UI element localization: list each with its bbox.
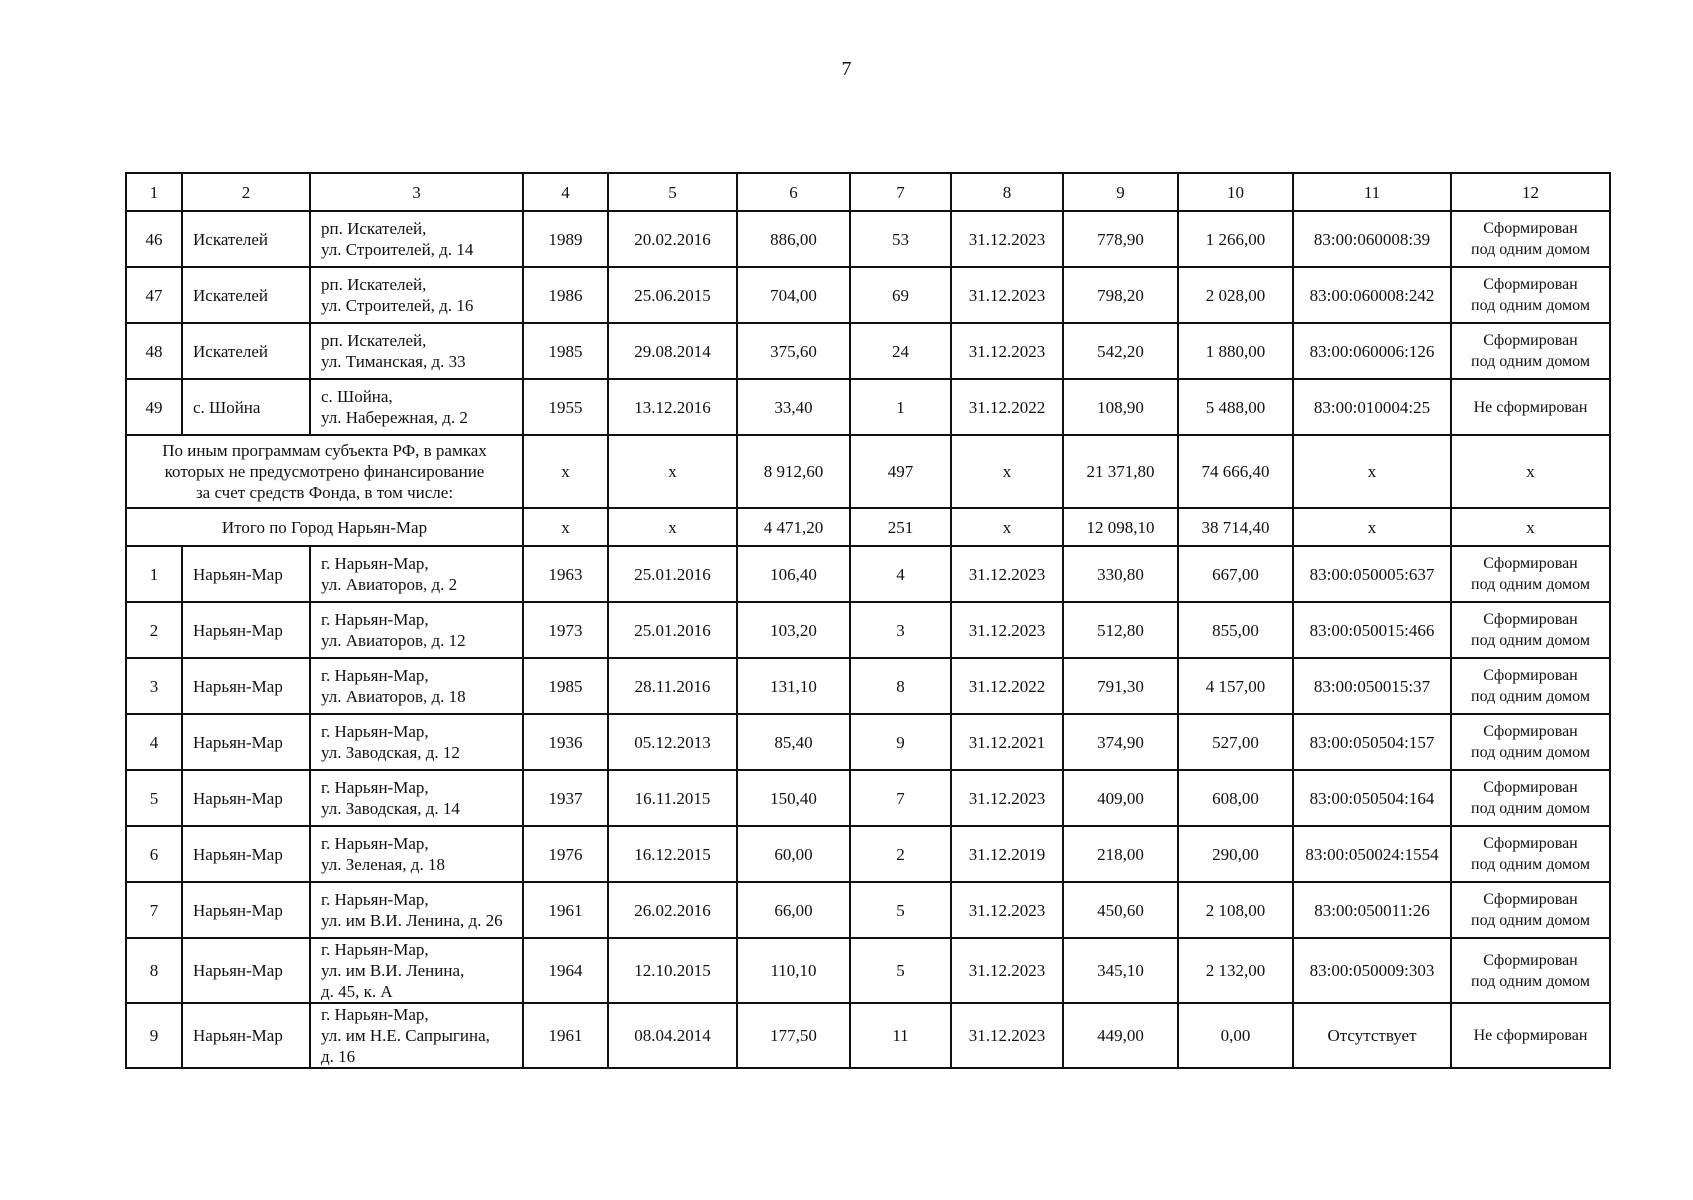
row-number: 47 — [126, 267, 182, 323]
area-total: 450,60 — [1063, 882, 1178, 938]
summary-cell: 4 471,20 — [737, 508, 850, 546]
header-cell: 8 — [951, 173, 1063, 211]
locality: Искателей — [182, 267, 310, 323]
table-row — [126, 267, 1610, 323]
recognition-date: 20.02.2016 — [608, 211, 737, 267]
summary-cell: 8 912,60 — [737, 435, 850, 508]
cadastral-number: 83:00:060008:39 — [1293, 211, 1451, 267]
address — [310, 826, 523, 882]
summary-row-city-total — [126, 508, 1610, 546]
area-value: 60,00 — [737, 826, 850, 882]
area-value: 103,20 — [737, 602, 850, 658]
table-row — [126, 882, 1610, 938]
address-line: г. Нарьян-Мар, — [321, 610, 429, 629]
summary-cell: x — [1293, 508, 1451, 546]
recognition-date: 29.08.2014 — [608, 323, 737, 379]
summary-label — [126, 435, 523, 508]
locality: Нарьян-Мар — [182, 546, 310, 602]
row-number: 4 — [126, 714, 182, 770]
residents-count: 69 — [850, 267, 951, 323]
area-value: 177,50 — [737, 1003, 850, 1068]
address-line: г. Нарьян-Мар, — [321, 722, 429, 741]
summary-cell: 12 098,10 — [1063, 508, 1178, 546]
deadline-date: 31.12.2022 — [951, 379, 1063, 435]
land-area: 0,00 — [1178, 1003, 1293, 1068]
status-line: под одним домом — [1471, 744, 1590, 761]
status-line: под одним домом — [1471, 353, 1590, 370]
address-line: г. Нарьян-Мар, — [321, 778, 429, 797]
deadline-date: 31.12.2023 — [951, 267, 1063, 323]
locality: Нарьян-Мар — [182, 882, 310, 938]
area-total: 374,90 — [1063, 714, 1178, 770]
year-built: 1961 — [523, 882, 608, 938]
table-row — [126, 211, 1610, 267]
address-line: ул. Строителей, д. 16 — [321, 296, 474, 315]
area-value: 886,00 — [737, 211, 850, 267]
table-row — [126, 714, 1610, 770]
area-value: 131,10 — [737, 658, 850, 714]
land-area: 4 157,00 — [1178, 658, 1293, 714]
address-line: ул. Авиаторов, д. 18 — [321, 687, 466, 706]
header-cell: 5 — [608, 173, 737, 211]
address-line: г. Нарьян-Мар, — [321, 890, 429, 909]
row-number: 49 — [126, 379, 182, 435]
area-value: 110,10 — [737, 938, 850, 1003]
area-total: 330,80 — [1063, 546, 1178, 602]
year-built: 1937 — [523, 770, 608, 826]
address-line: ул. им В.И. Ленина, — [321, 961, 465, 980]
summary-cell: x — [1451, 508, 1610, 546]
recognition-date: 05.12.2013 — [608, 714, 737, 770]
address-line: рп. Искателей, — [321, 331, 427, 350]
status-line: Сформирован — [1483, 220, 1578, 237]
summary-cell: x — [523, 435, 608, 508]
locality: Нарьян-Мар — [182, 658, 310, 714]
housing-table — [125, 172, 1611, 1069]
locality: Нарьян-Мар — [182, 826, 310, 882]
address-line: ул. им В.И. Ленина, д. 26 — [321, 911, 503, 930]
address-line: г. Нарьян-Мар, — [321, 940, 429, 959]
area-total: 108,90 — [1063, 379, 1178, 435]
status-line: под одним домом — [1471, 972, 1590, 990]
row-number: 5 — [126, 770, 182, 826]
address-line: ул. Заводская, д. 12 — [321, 743, 460, 762]
table-row — [126, 323, 1610, 379]
status-line: под одним домом — [1471, 297, 1590, 314]
summary-cell: x — [523, 508, 608, 546]
table-row — [126, 826, 1610, 882]
plot-status — [1451, 714, 1610, 770]
land-area: 667,00 — [1178, 546, 1293, 602]
residents-count: 8 — [850, 658, 951, 714]
row-number: 2 — [126, 602, 182, 658]
land-area: 1 880,00 — [1178, 323, 1293, 379]
status-line: Сформирован — [1483, 723, 1578, 740]
area-value: 704,00 — [737, 267, 850, 323]
area-value: 106,40 — [737, 546, 850, 602]
residents-count: 5 — [850, 882, 951, 938]
plot-status — [1451, 938, 1610, 1003]
table-row — [126, 379, 1610, 435]
address-line: г. Нарьян-Мар, — [321, 666, 429, 685]
header-cell: 11 — [1293, 173, 1451, 211]
summary-cell: 74 666,40 — [1178, 435, 1293, 508]
area-value: 85,40 — [737, 714, 850, 770]
recognition-date: 26.02.2016 — [608, 882, 737, 938]
header-cell: 2 — [182, 173, 310, 211]
year-built: 1986 — [523, 267, 608, 323]
address — [310, 1003, 523, 1068]
cadastral-number: 83:00:050024:1554 — [1293, 826, 1451, 882]
address-line: рп. Искателей, — [321, 219, 427, 238]
header-cell: 10 — [1178, 173, 1293, 211]
year-built: 1955 — [523, 379, 608, 435]
deadline-date: 31.12.2019 — [951, 826, 1063, 882]
land-area: 2 108,00 — [1178, 882, 1293, 938]
cadastral-number: Отсутствует — [1293, 1003, 1451, 1068]
residents-count: 7 — [850, 770, 951, 826]
land-area: 5 488,00 — [1178, 379, 1293, 435]
status-line: под одним домом — [1471, 912, 1590, 929]
plot-status — [1451, 1003, 1610, 1068]
address-line: д. 45, к. А — [321, 982, 393, 1001]
locality: Нарьян-Мар — [182, 938, 310, 1003]
header-cell: 4 — [523, 173, 608, 211]
summary-cell: x — [951, 435, 1063, 508]
residents-count: 11 — [850, 1003, 951, 1068]
plot-status — [1451, 882, 1610, 938]
table-row — [126, 1003, 1610, 1068]
summary-label-line: По иным программам субъекта РФ, в рамках — [162, 441, 487, 460]
deadline-date: 31.12.2023 — [951, 1003, 1063, 1068]
table-row — [126, 602, 1610, 658]
address — [310, 938, 523, 1003]
summary-cell: x — [1293, 435, 1451, 508]
year-built: 1973 — [523, 602, 608, 658]
page-number: 7 — [841, 58, 852, 80]
plot-status — [1451, 211, 1610, 267]
land-area: 290,00 — [1178, 826, 1293, 882]
deadline-date: 31.12.2023 — [951, 938, 1063, 1003]
row-number: 1 — [126, 546, 182, 602]
row-number: 3 — [126, 658, 182, 714]
address-line: ул. Тиманская, д. 33 — [321, 352, 466, 371]
deadline-date: 31.12.2023 — [951, 546, 1063, 602]
cadastral-number: 83:00:060006:126 — [1293, 323, 1451, 379]
row-number: 8 — [126, 938, 182, 1003]
address-line: ул. Набережная, д. 2 — [321, 408, 468, 427]
header-row — [126, 173, 1610, 211]
summary-cell: x — [608, 508, 737, 546]
status-line: Сформирован — [1483, 835, 1578, 852]
residents-count: 3 — [850, 602, 951, 658]
plot-status — [1451, 658, 1610, 714]
recognition-date: 28.11.2016 — [608, 658, 737, 714]
year-built: 1985 — [523, 658, 608, 714]
row-number: 48 — [126, 323, 182, 379]
plot-status — [1451, 546, 1610, 602]
recognition-date: 12.10.2015 — [608, 938, 737, 1003]
address-line: ул. Авиаторов, д. 2 — [321, 575, 458, 594]
residents-count: 53 — [850, 211, 951, 267]
address-line: ул. Заводская, д. 14 — [321, 799, 460, 818]
row-number: 46 — [126, 211, 182, 267]
area-total: 512,80 — [1063, 602, 1178, 658]
status-line: под одним домом — [1471, 856, 1590, 873]
recognition-date: 25.06.2015 — [608, 267, 737, 323]
area-value: 150,40 — [737, 770, 850, 826]
header-cell: 6 — [737, 173, 850, 211]
year-built: 1936 — [523, 714, 608, 770]
address — [310, 714, 523, 770]
cadastral-number: 83:00:050009:303 — [1293, 938, 1451, 1003]
cadastral-number: 83:00:010004:25 — [1293, 379, 1451, 435]
area-total: 791,30 — [1063, 658, 1178, 714]
deadline-date: 31.12.2021 — [951, 714, 1063, 770]
land-area: 608,00 — [1178, 770, 1293, 826]
summary-cell: 21 371,80 — [1063, 435, 1178, 508]
cadastral-number: 83:00:050504:157 — [1293, 714, 1451, 770]
area-total: 542,20 — [1063, 323, 1178, 379]
address-line: ул. Строителей, д. 14 — [321, 240, 474, 259]
residents-count: 4 — [850, 546, 951, 602]
plot-status — [1451, 826, 1610, 882]
status-line: Сформирован — [1483, 667, 1578, 684]
address — [310, 770, 523, 826]
summary-cell: x — [608, 435, 737, 508]
address-line: ул. Зеленая, д. 18 — [321, 855, 445, 874]
land-area: 527,00 — [1178, 714, 1293, 770]
summary-label-line: за счет средств Фонда, в том числе: — [195, 483, 454, 502]
summary-cell: 251 — [850, 508, 951, 546]
summary-cell: 497 — [850, 435, 951, 508]
address-line: ул. Авиаторов, д. 12 — [321, 631, 466, 650]
status-line: Сформирован — [1483, 332, 1578, 349]
status-line: под одним домом — [1471, 576, 1590, 593]
header-cell: 9 — [1063, 173, 1178, 211]
land-area: 855,00 — [1178, 602, 1293, 658]
address-line: г. Нарьян-Мар, — [321, 1005, 429, 1024]
deadline-date: 31.12.2023 — [951, 882, 1063, 938]
area-value: 66,00 — [737, 882, 850, 938]
status-line: Сформирован — [1483, 555, 1578, 572]
locality: Искателей — [182, 323, 310, 379]
summary-label-line: которых не предусмотрено финансирование — [164, 462, 485, 481]
summary-label: Итого по Город Нарьян-Мар — [126, 508, 523, 546]
header-cell: 12 — [1451, 173, 1610, 211]
year-built: 1976 — [523, 826, 608, 882]
status-line: Не сформирован — [1473, 1027, 1588, 1044]
recognition-date: 25.01.2016 — [608, 602, 737, 658]
address — [310, 323, 523, 379]
plot-status — [1451, 602, 1610, 658]
land-area: 1 266,00 — [1178, 211, 1293, 267]
deadline-date: 31.12.2023 — [951, 323, 1063, 379]
plot-status — [1451, 379, 1610, 435]
status-line: под одним домом — [1471, 241, 1590, 258]
land-area: 2 028,00 — [1178, 267, 1293, 323]
year-built: 1964 — [523, 938, 608, 1003]
address-line: ул. им Н.Е. Сапрыгина, — [321, 1026, 490, 1045]
table-row — [126, 546, 1610, 602]
address-line: с. Шойна, — [321, 387, 393, 406]
address — [310, 267, 523, 323]
cadastral-number: 83:00:050504:164 — [1293, 770, 1451, 826]
cadastral-number: 83:00:050015:466 — [1293, 602, 1451, 658]
row-number: 7 — [126, 882, 182, 938]
residents-count: 5 — [850, 938, 951, 1003]
status-line: под одним домом — [1471, 688, 1590, 705]
address-line: г. Нарьян-Мар, — [321, 554, 429, 573]
address — [310, 658, 523, 714]
deadline-date: 31.12.2023 — [951, 211, 1063, 267]
year-built: 1961 — [523, 1003, 608, 1068]
address-line: д. 16 — [321, 1047, 356, 1066]
deadline-date: 31.12.2022 — [951, 658, 1063, 714]
cadastral-number: 83:00:050005:637 — [1293, 546, 1451, 602]
status-line: Сформирован — [1483, 891, 1578, 908]
residents-count: 24 — [850, 323, 951, 379]
recognition-date: 16.11.2015 — [608, 770, 737, 826]
recognition-date: 08.04.2014 — [608, 1003, 737, 1068]
locality: с. Шойна — [182, 379, 310, 435]
year-built: 1985 — [523, 323, 608, 379]
area-total: 345,10 — [1063, 938, 1178, 1003]
plot-status — [1451, 770, 1610, 826]
address-line: рп. Искателей, — [321, 275, 427, 294]
area-total: 218,00 — [1063, 826, 1178, 882]
table-row — [126, 770, 1610, 826]
area-total: 449,00 — [1063, 1003, 1178, 1068]
cadastral-number: 83:00:050011:26 — [1293, 882, 1451, 938]
row-number: 6 — [126, 826, 182, 882]
address — [310, 546, 523, 602]
header-cell: 7 — [850, 173, 951, 211]
locality: Нарьян-Мар — [182, 714, 310, 770]
status-line: Не сформирован — [1473, 398, 1588, 416]
area-value: 33,40 — [737, 379, 850, 435]
area-total: 409,00 — [1063, 770, 1178, 826]
recognition-date: 25.01.2016 — [608, 546, 737, 602]
locality: Нарьян-Мар — [182, 602, 310, 658]
land-area: 2 132,00 — [1178, 938, 1293, 1003]
area-total: 798,20 — [1063, 267, 1178, 323]
status-line: Сформирован — [1483, 951, 1578, 969]
header-cell: 1 — [126, 173, 182, 211]
deadline-date: 31.12.2023 — [951, 602, 1063, 658]
table-row — [126, 938, 1610, 1003]
address — [310, 882, 523, 938]
status-line: Сформирован — [1483, 779, 1578, 796]
locality: Нарьян-Мар — [182, 1003, 310, 1068]
plot-status — [1451, 267, 1610, 323]
area-total: 778,90 — [1063, 211, 1178, 267]
status-line: под одним домом — [1471, 632, 1590, 649]
residents-count: 2 — [850, 826, 951, 882]
summary-cell: 38 714,40 — [1178, 508, 1293, 546]
status-line: под одним домом — [1471, 800, 1590, 817]
row-number: 9 — [126, 1003, 182, 1068]
recognition-date: 13.12.2016 — [608, 379, 737, 435]
table-row — [126, 658, 1610, 714]
cadastral-number: 83:00:060008:242 — [1293, 267, 1451, 323]
summary-cell: x — [951, 508, 1063, 546]
address-line: г. Нарьян-Мар, — [321, 834, 429, 853]
deadline-date: 31.12.2023 — [951, 770, 1063, 826]
address — [310, 211, 523, 267]
summary-cell: x — [1451, 435, 1610, 508]
address — [310, 379, 523, 435]
area-value: 375,60 — [737, 323, 850, 379]
recognition-date: 16.12.2015 — [608, 826, 737, 882]
year-built: 1963 — [523, 546, 608, 602]
header-cell: 3 — [310, 173, 523, 211]
cadastral-number: 83:00:050015:37 — [1293, 658, 1451, 714]
residents-count: 9 — [850, 714, 951, 770]
residents-count: 1 — [850, 379, 951, 435]
summary-row-other-programs — [126, 435, 1610, 508]
locality: Нарьян-Мар — [182, 770, 310, 826]
address — [310, 602, 523, 658]
locality: Искателей — [182, 211, 310, 267]
plot-status — [1451, 323, 1610, 379]
status-line: Сформирован — [1483, 276, 1578, 293]
status-line: Сформирован — [1483, 611, 1578, 628]
year-built: 1989 — [523, 211, 608, 267]
